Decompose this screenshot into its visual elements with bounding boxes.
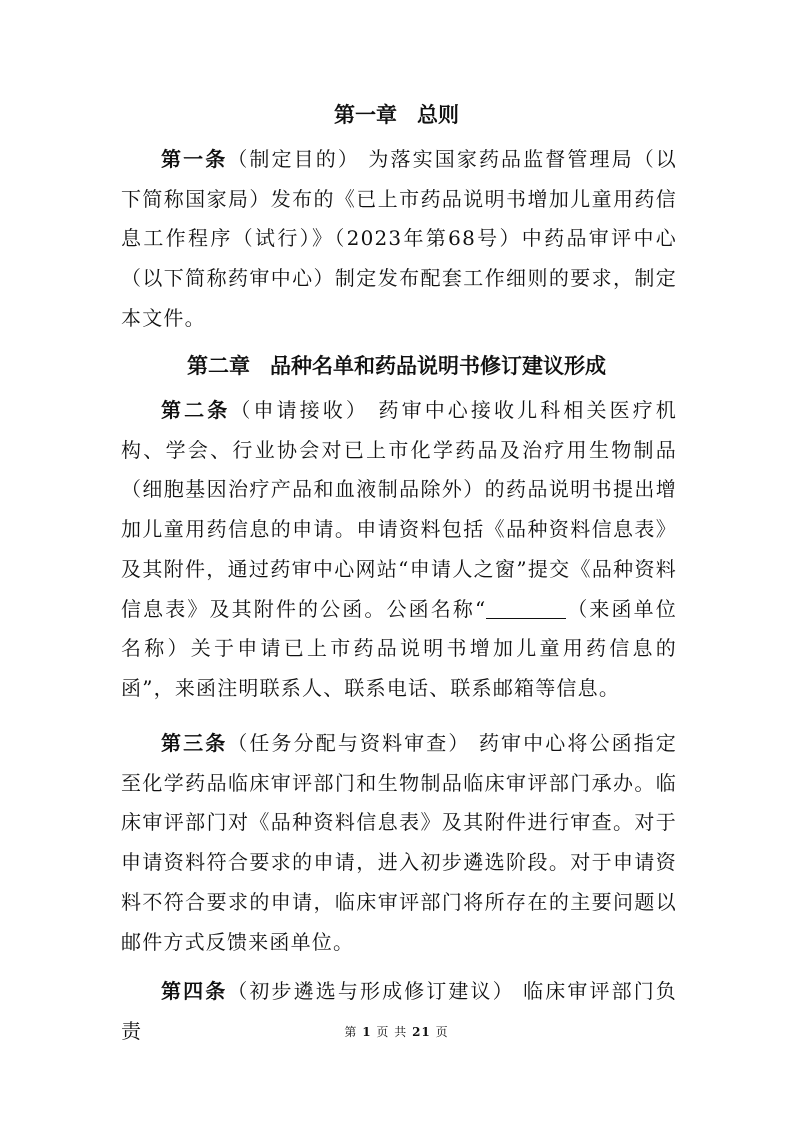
- article-1-text: （制定目的） 为落实国家药品监督管理局（以下简称国家局）发布的《已上市药品说明书增加儿童用药信息工作程序（试行）》（2023年第68号）中药品审评中心（以下简称药审中心）制定发布配套工作细则的要求，制定本文件。: [121, 147, 677, 330]
- article-2: [121, 391, 677, 709]
- footer-middle: 页 共: [376, 1025, 408, 1039]
- article-3-label: 第三条: [161, 731, 228, 755]
- chapter-2-number: 第二章: [187, 353, 250, 378]
- article-2-text-after: （来函单位名称）关于申请已上市药品说明书增加儿童用药信息的函”，来函注明联系人、联系电话、联系邮箱等信息。: [121, 596, 678, 700]
- chapter-1-heading: [0, 101, 793, 129]
- page-footer: [0, 1024, 793, 1040]
- article-3-text: （任务分配与资料审查） 药审中心将公函指定至化学药品临床审评部门和生物制品临床审评部门承办。临床审评部门对《品种资料信息表》及其附件进行审查。对于申请资料符合要求的申请，进入初步遴选阶段。对于申请资料不符合要求的申请，临床审评部门将所存在的主要问题以邮件方式反馈来函单位。: [121, 731, 677, 954]
- article-4-label: 第四条: [161, 979, 228, 1003]
- article-2-text-before: （申请接收） 药审中心接收儿科相关医疗机构、学会、行业协会对已上市化学药品及治疗用生物制品（细胞基因治疗产品和血液制品除外）的药品说明书提出增加儿童用药信息的申请。申请资料包括《品种资料信息表》及其附件，通过药审中心网站“申请人之窗”提交《品种资料信息表》及其附件的公函。公函名称“: [121, 398, 678, 621]
- footer-total-pages: 21: [412, 1025, 431, 1039]
- chapter-1-title: 总则: [417, 102, 459, 127]
- fill-in-blank-line: [486, 598, 566, 619]
- article-1: [121, 140, 677, 339]
- article-2-label: 第二条: [161, 398, 231, 422]
- chapter-2-heading: [0, 352, 793, 380]
- article-4-text: （初步遴选与形成修订建议） 临床审评部门负责: [121, 979, 677, 1043]
- footer-page-number: 1: [362, 1025, 372, 1039]
- footer-prefix: 第: [344, 1025, 358, 1039]
- chapter-1-number: 第一章: [334, 102, 397, 127]
- article-3: [121, 724, 677, 962]
- footer-suffix: 页: [435, 1025, 449, 1039]
- chapter-2-title: 品种名单和药品说明书修订建议形成: [270, 353, 606, 378]
- article-1-label: 第一条: [161, 147, 228, 171]
